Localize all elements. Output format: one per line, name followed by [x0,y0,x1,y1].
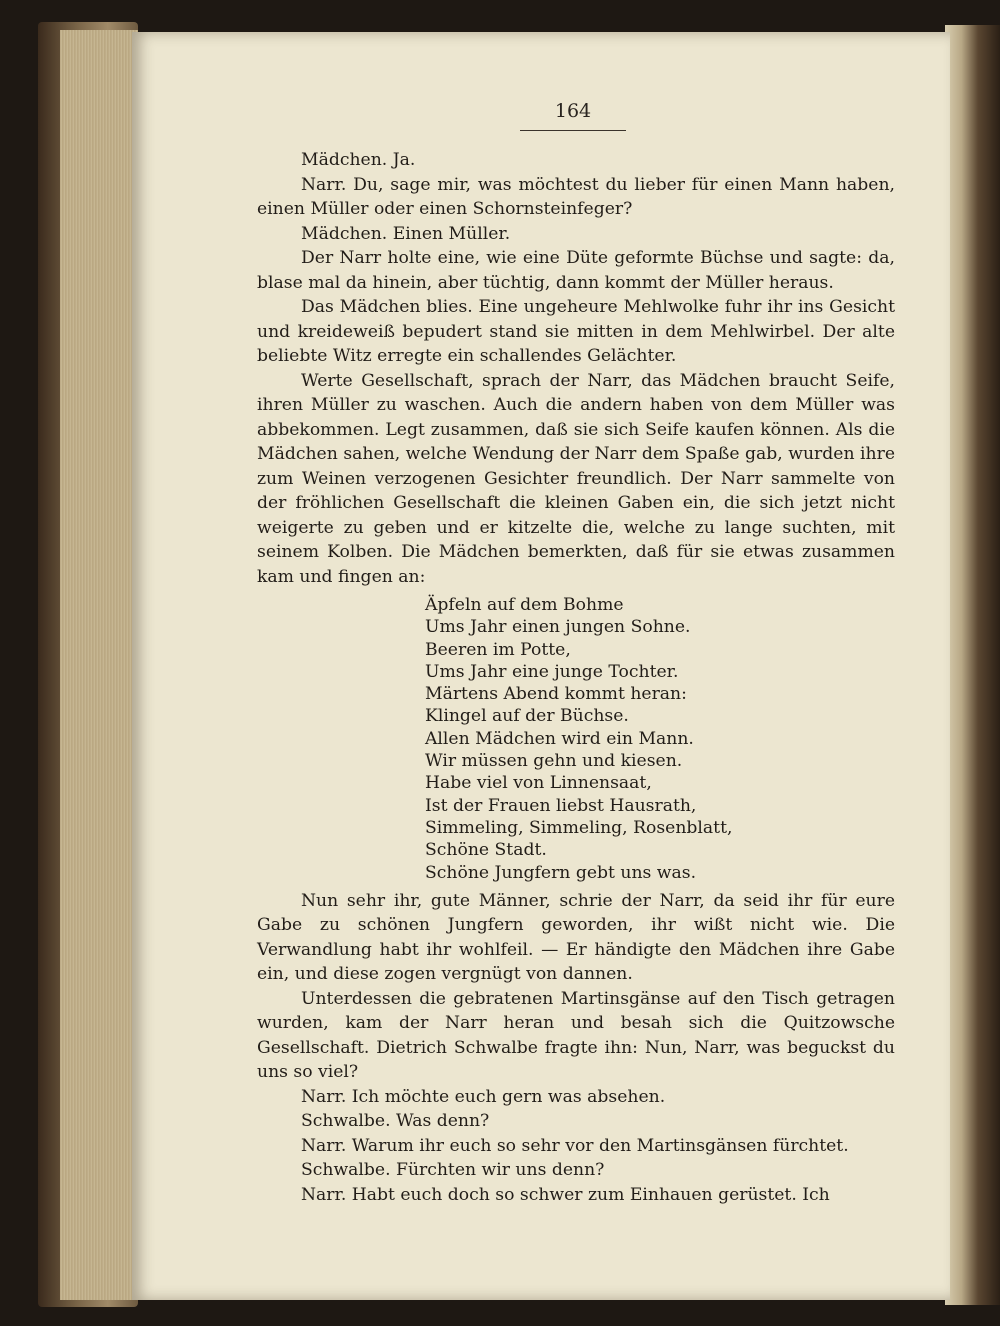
verse-line: Beeren im Potte, [425,639,571,660]
verse-line: Schöne Stadt. [425,840,547,861]
verse-line: Ums Jahr einen jungen Sohne. [425,617,691,638]
paragraph: Mädchen. Einen Müller. [301,223,511,244]
facing-page-edge [945,25,1000,1305]
verse-line: Habe viel von Linnensaat, [425,773,652,794]
page-stack-edge [60,30,138,1300]
verse-line: Allen Mädchen wird ein Mann. [425,728,694,749]
verse-block [425,594,895,884]
verse-line: Ist der Frauen liebst Hausrath, [425,795,697,816]
verse-line: Klingel auf der Büchse. [425,706,629,727]
paragraph: Schwalbe. Was denn? [301,1111,490,1132]
page-text [257,148,895,1207]
paragraph: Narr. Habt euch doch so schwer zum Einhauen gerüstet. Ich [301,1184,830,1205]
verse-line: Äpfeln auf dem Bohme [425,595,624,615]
paragraph: Das Mädchen blies. Eine ungeheure Mehlwolke fuhr ihr ins Gesicht und kreideweiß bepudert stand sie mitten in dem Mehlwirbel. Der alte beliebte Witz erregte ein schallendes Gelächter. [257,297,895,366]
paragraph: Narr. Warum ihr euch so sehr vor den Martinsgänsen fürchtet. [301,1135,849,1156]
paragraph: Narr. Du, sage mir, was möchtest du lieber für einen Mann haben, einen Müller oder einen Schornsteinfeger? [257,174,895,219]
paragraph: Nun sehr ihr, gute Männer, schrie der Narr, da seid ihr für eure Gabe zu schönen Jungfern geworden, ihr wißt nicht wie. Die Verwandlung habt ihr wohlfeil. — Er händigte den Mädchen ihre Gabe ein, und diese zogen vergnügt von dannen. [257,890,895,985]
page-number: 164 [520,100,626,131]
paragraph: Der Narr holte eine, wie eine Düte geformte Büchse und sagte: da, blase mal da hinein, aber tüchtig, dann kommt der Müller heraus. [257,248,895,293]
verse-line: Wir müssen gehn und kiesen. [425,751,683,772]
verse-line: Simmeling, Simmeling, Rosenblatt, [425,817,733,838]
paragraph: Schwalbe. Fürchten wir uns denn? [301,1160,605,1181]
paragraph: Werte Gesellschaft, sprach der Narr, das Mädchen braucht Seife, ihren Müller zu waschen. Auch die andern haben von dem Müller was abbekommen. Legt zusammen, daß sie sich Seife kaufen können. Als die Mädchen sahen, welche Wendung der Narr dem Spaße gab, wurden ihre zum Weinen verzogenen Gesichter freundlich. Der Narr sammelte von der fröhlichen Gesellschaft die kleinen Gaben ein, die sich jetzt nicht weigerte zu geben und er kitzelte die, welche zu lange suchten, mit seinem Kolben. Die Mädchen bemerkten, daß für sie etwas zusammen kam und fingen an: [257,370,895,587]
paragraph: Mädchen. Ja. [301,150,416,170]
verse-line: Schöne Jungfern gebt uns was. [425,862,697,883]
paragraph: Unterdessen die gebratenen Martinsgänse auf den Tisch getragen wurden, kam der Narr heran und besah sich die Quitzowsche Gesellschaft. Dietrich Schwalbe fragte ihn: Nun, Narr, was beguckst du uns so viel? [257,988,895,1083]
paragraph: Narr. Ich möchte euch gern was absehen. [301,1086,666,1107]
verse-line: Märtens Abend kommt heran: [425,684,687,705]
verse-line: Ums Jahr eine junge Tochter. [425,661,679,682]
